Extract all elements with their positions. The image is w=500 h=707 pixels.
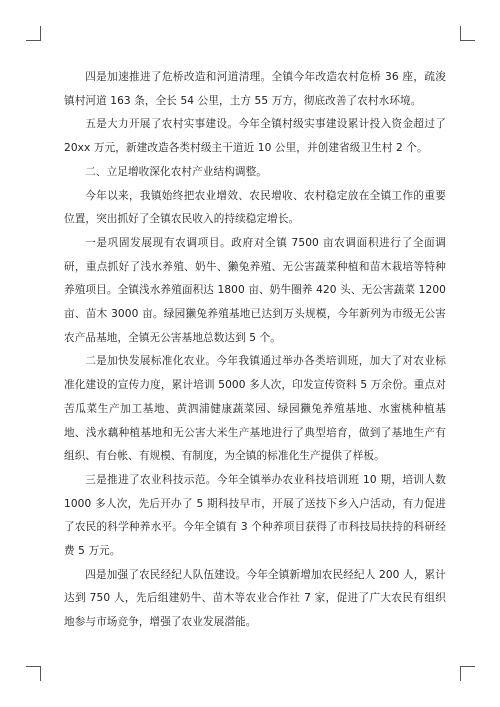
document-body — [64, 66, 446, 635]
paragraph-intro-income: 今年以来，我镇始终把农业增效、农民增收、农村稳定放在全镇工作的重要位置，突出抓好了全镇农民收入的持续稳定增长。 — [64, 189, 446, 226]
paragraph-tech-demo: 三是推进了农业科技示范。今年全镇举办农业科技培训班 10 期，培训人数 1000 多人次，先后开办了 5 期科技早市，开展了送技下乡入户活动，有力促进了农民的科学种养水平。今年全镇有 3 个种养项目获得了市科技局扶持的科研经费 5 万元。 — [64, 473, 446, 558]
paragraph-agri-projects: 一是巩固发展现有农调项目。政府对全镇 7500 亩农调面积进行了全面调研，重点抓好了浅水养殖、奶牛、獭兔养殖、无公害蔬菜种植和苗木栽培等特种养殖项目。全镇浅水养殖面积达 1800 亩、奶牛圈养 420 头、无公害蔬菜 1200 亩、苗木 3000 亩。绿园獭兔养殖基地已达到万头规模，今年新列为市级无公害农产品基地，全镇无公害基地总数达到 5 个。 — [64, 236, 446, 344]
section-heading-industry: 二、立足增收深化农村产业结构调整。 — [85, 165, 267, 178]
paragraph-bridge-river: 四是加速推进了危桥改造和河道清理。全镇今年改造农村危桥 36 座，疏浚镇村河道 163 条，全长 54 公里，土方 55 万方，彻底改善了农村水环境。 — [64, 71, 446, 107]
paragraph-rural-projects: 五是大力开展了农村实事建设。今年全镇村级实事建设累计投入资金超过了 20xx 万元，新建改造各类村级主干道近 10 公里，并创建省级卫生村 2 个。 — [64, 118, 446, 155]
crop-mark-bottom-left — [26, 666, 41, 681]
crop-mark-top-left — [26, 26, 41, 41]
crop-mark-bottom-right — [460, 666, 475, 681]
paragraph-standardization: 二是加快发展标准化农业。今年我镇通过举办各类培训班，加大了对农业标准化建设的宣传力度，累计培训 5000 多人次，印发宣传资料 5 万余份。重点对苦瓜菜生产加工基地、黄泗浦健康蔬菜园、绿园獭兔养殖基地、水蜜桃种植基地、浅水藕种植基地和无公害大米生产基地进行了典型培育，做到了基地生产有组织、有台帐、有规模、有制度，为全镇的标准化生产提供了样板。 — [64, 355, 446, 463]
crop-mark-top-right — [460, 26, 475, 41]
paragraph-brokers: 四是加强了农民经纪人队伍建设。今年全镇新增加农民经纪人 200 人，累计达到 750 人，先后组建奶牛、苗木等农业合作社 7 家，促进了广大农民有组织地参与市场竞争，增强了农业发展潜能。 — [64, 568, 446, 629]
